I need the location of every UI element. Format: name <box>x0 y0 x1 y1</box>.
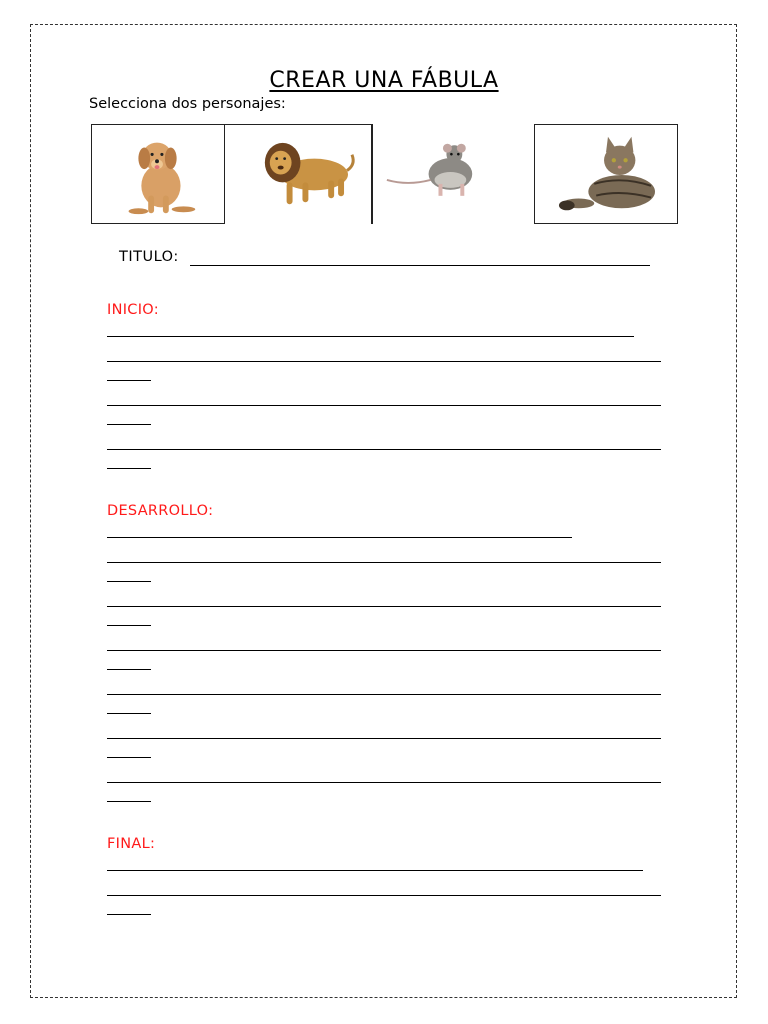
desarrollo-label: DESARROLLO: <box>107 503 214 519</box>
titulo-label: TITULO: <box>119 249 179 265</box>
writing-line[interactable] <box>107 914 151 915</box>
writing-line[interactable] <box>107 713 151 714</box>
writing-line[interactable] <box>107 801 151 802</box>
instruction-text: Selecciona dos personajes: <box>89 96 286 112</box>
writing-line[interactable] <box>107 625 151 626</box>
dog-card[interactable] <box>91 124 225 224</box>
writing-line[interactable] <box>107 468 151 469</box>
inicio-label: INICIO: <box>107 302 159 318</box>
writing-line[interactable] <box>107 782 661 783</box>
lion-icon <box>225 125 371 224</box>
titulo-input-line[interactable] <box>190 265 650 266</box>
writing-line[interactable] <box>107 336 634 337</box>
writing-line[interactable] <box>107 870 643 871</box>
writing-line[interactable] <box>107 895 661 896</box>
cat-card[interactable] <box>534 124 678 224</box>
writing-line[interactable] <box>107 694 661 695</box>
writing-line[interactable] <box>107 606 661 607</box>
writing-line[interactable] <box>107 650 661 651</box>
page-title: CREAR UNA FÁBULA <box>269 68 499 93</box>
writing-line[interactable] <box>107 405 661 406</box>
writing-line[interactable] <box>107 424 151 425</box>
dog-icon <box>92 125 224 223</box>
writing-line[interactable] <box>107 581 151 582</box>
lion-card[interactable] <box>225 124 372 224</box>
writing-line[interactable] <box>107 757 151 758</box>
writing-line[interactable] <box>107 562 661 563</box>
mouse-card[interactable] <box>372 124 502 224</box>
writing-line[interactable] <box>107 449 661 450</box>
writing-line[interactable] <box>107 380 151 381</box>
writing-line[interactable] <box>107 361 661 362</box>
final-label: FINAL: <box>107 836 156 852</box>
cat-icon <box>535 125 677 223</box>
writing-line[interactable] <box>107 669 151 670</box>
mouse-icon <box>373 124 502 224</box>
writing-line[interactable] <box>107 537 572 538</box>
writing-line[interactable] <box>107 738 661 739</box>
